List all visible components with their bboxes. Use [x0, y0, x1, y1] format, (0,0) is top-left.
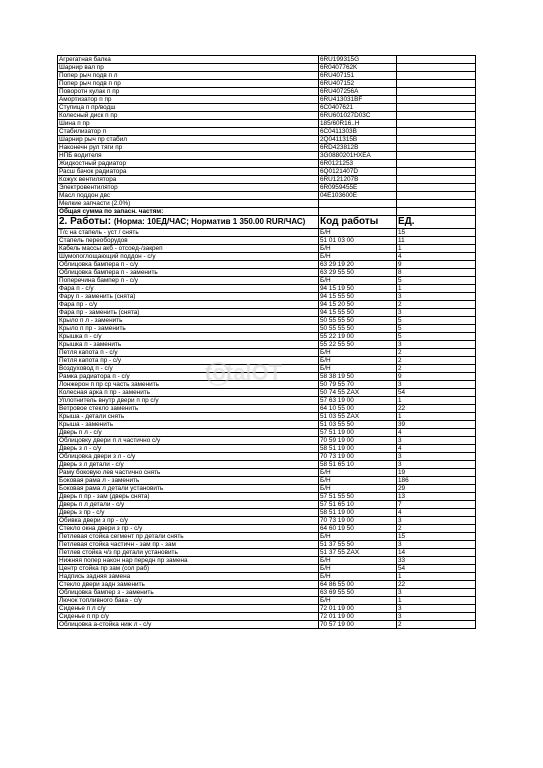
cell-qty: 3: [397, 517, 476, 525]
cell-code: Б/Н: [319, 253, 397, 261]
cell-code: Б/Н: [319, 245, 397, 253]
work-row: [58, 261, 476, 269]
cell-name: Стекло двери задн заменить: [58, 581, 319, 589]
cell-name: Шарнир рыч пр стабил: [58, 136, 319, 144]
cell-qty: [397, 200, 476, 208]
works-qty-column-header: ЕД.: [397, 216, 476, 229]
cell-qty: 19: [397, 469, 476, 477]
cell-qty: 54: [397, 565, 476, 573]
cell-name: Боковая рама л - заменить: [58, 477, 319, 485]
cell-code: 6R0407762K: [319, 64, 397, 72]
cell-code: 6RU407151: [319, 72, 397, 80]
watermark-text: totalOT: [205, 360, 282, 385]
cell-code: 51 03 55 50: [319, 421, 397, 429]
cell-qty: [397, 104, 476, 112]
part-row: [58, 192, 476, 200]
parts-total-section: [58, 208, 476, 216]
part-row: [58, 72, 476, 80]
cell-name: НПБ водителя: [58, 152, 319, 160]
work-row: [58, 245, 476, 253]
cell-code: 6RU413031BF: [319, 96, 397, 104]
cell-name: Шумопоглощающий поддон - с/у: [58, 253, 319, 261]
cell-qty: 14: [397, 549, 476, 557]
cell-code: 57 51 65 10: [319, 501, 397, 509]
cell-qty: 5: [397, 333, 476, 341]
cell-code: 6RU601027D03C: [319, 112, 397, 120]
cell-name: Стапель переоборудов: [58, 237, 319, 245]
works-header-title: [58, 216, 319, 229]
cell-name: Крыло п л - заменить: [58, 317, 319, 325]
work-row: [58, 541, 476, 549]
cell-qty: 1: [397, 245, 476, 253]
cell-name: Облицовка бампера п - заменить: [58, 269, 319, 277]
work-row: [58, 437, 476, 445]
cell-name: Петлевая стойка сегмент пр детали снять: [58, 533, 319, 541]
work-row: [58, 509, 476, 517]
work-row: [58, 493, 476, 501]
cell-name: Крышка п - с/у: [58, 333, 319, 341]
cell-code: 51 01 03 00: [319, 237, 397, 245]
cell-name: Фара пр - с/у: [58, 301, 319, 309]
cell-name: Петля капота п - с/у: [58, 349, 319, 357]
cell-qty: [397, 88, 476, 96]
part-row: [58, 80, 476, 88]
work-row: [58, 469, 476, 477]
cell-qty: 4: [397, 429, 476, 437]
cell-name: Расш бачок радиатора: [58, 168, 319, 176]
cell-name: Надпись задняя замена: [58, 573, 319, 581]
cell-code: 6RD423812B: [319, 144, 397, 152]
cell-qty: 186: [397, 477, 476, 485]
part-row: [58, 88, 476, 96]
cell-code: 72 01 19 00: [319, 613, 397, 621]
work-row: [58, 405, 476, 413]
cell-code: 55 22 55 50: [319, 341, 397, 349]
cell-qty: 3: [397, 605, 476, 613]
cell-qty: [397, 64, 476, 72]
work-row: [58, 461, 476, 469]
cell-name: Стабилизатор п: [58, 128, 319, 136]
cell-qty: [397, 96, 476, 104]
cell-name: Дверь п л - с/у: [58, 429, 319, 437]
cell-code: Б/Н: [319, 485, 397, 493]
part-row: [58, 96, 476, 104]
cell-qty: 15: [397, 229, 476, 237]
cell-qty: 15: [397, 533, 476, 541]
part-row: [58, 176, 476, 184]
cell-name: Шина п пр: [58, 120, 319, 128]
work-row: [58, 397, 476, 405]
cell-qty: [397, 112, 476, 120]
cell-name: Амортизатор п пр: [58, 96, 319, 104]
cell-code: 70 73 19 00: [319, 453, 397, 461]
cell-name: Ветровое стекло заменить: [58, 405, 319, 413]
cell-name: Центр стойка пр зам (сол раб): [58, 565, 319, 573]
cell-code: [319, 200, 397, 208]
cell-code: 6R0121253: [319, 160, 397, 168]
cell-code: 6C0411303B: [319, 128, 397, 136]
cell-qty: 29: [397, 485, 476, 493]
cell-qty: [397, 160, 476, 168]
cell-qty: 4: [397, 509, 476, 517]
part-row: [58, 184, 476, 192]
work-row: [58, 285, 476, 293]
parts-total-label: Общая сумма по запасн. частям:: [58, 208, 319, 216]
cell-code: 6R0959455E: [319, 184, 397, 192]
cell-qty: 33: [397, 557, 476, 565]
cell-name: Кабель массы акб - отсоед-/закреп: [58, 245, 319, 253]
cell-name: Боковая рама л детали установить: [58, 485, 319, 493]
cell-code: 72 01 19 00: [319, 605, 397, 613]
cell-qty: 3: [397, 453, 476, 461]
cell-name: Крыша - заменить: [58, 421, 319, 429]
cell-qty: 1: [397, 413, 476, 421]
work-row: [58, 453, 476, 461]
cell-code: 6RU121207B: [319, 176, 397, 184]
part-row: [58, 128, 476, 136]
work-row: [58, 589, 476, 597]
cell-code: 50 74 55 ZAX: [319, 389, 397, 397]
work-row: [58, 341, 476, 349]
cell-code: Б/Н: [319, 597, 397, 605]
work-row: [58, 429, 476, 437]
cell-qty: 1: [397, 597, 476, 605]
cell-code: 51 37 55 ZAX: [319, 549, 397, 557]
cell-code: 51 37 55 50: [319, 541, 397, 549]
cell-name: Раму боковую лев частично снять: [58, 469, 319, 477]
cell-code: 94 15 55 50: [319, 309, 397, 317]
work-row: [58, 597, 476, 605]
work-row: [58, 605, 476, 613]
cell-qty: [397, 136, 476, 144]
work-row: [58, 621, 476, 629]
cell-code: Б/Н: [319, 573, 397, 581]
cell-name: Поворотн кулак п пр: [58, 88, 319, 96]
estimate-document: [57, 55, 475, 629]
cell-code: 58 51 19 00: [319, 509, 397, 517]
work-row: [58, 389, 476, 397]
cell-qty: 2: [397, 525, 476, 533]
works-code-column-header: Код работы: [319, 216, 397, 229]
cell-name: Масл поддон двс: [58, 192, 319, 200]
cell-qty: 8: [397, 269, 476, 277]
parts-section: [58, 56, 476, 208]
cell-code: 63 29 19 20: [319, 261, 397, 269]
cell-code: 64 10 55 00: [319, 405, 397, 413]
cell-qty: 1: [397, 397, 476, 405]
cell-qty: [397, 72, 476, 80]
cell-name: Дверь п пр - зам (дверь снята): [58, 493, 319, 501]
cell-code: Б/Н: [319, 477, 397, 485]
work-row: [58, 229, 476, 237]
cell-code: 51 03 55 ZAX: [319, 413, 397, 421]
cell-code: 04E103600E: [319, 192, 397, 200]
cell-name: Колесный диск п пр: [58, 112, 319, 120]
cell-name: Фара п - с/у: [58, 285, 319, 293]
cell-code: 63 29 55 50: [319, 269, 397, 277]
cell-code: 94 15 20 50: [319, 301, 397, 309]
cell-name: Крышка п - заменить: [58, 341, 319, 349]
cell-name: Облицовка двери з л - с/у: [58, 453, 319, 461]
cell-name: Уплотнитель внутр двери п пр с/у: [58, 397, 319, 405]
cell-name: Петля капота пр - с/у: [58, 357, 319, 365]
cell-code: 50 55 55 50: [319, 317, 397, 325]
cell-qty: 2: [397, 349, 476, 357]
cell-code: 6Q0121407D: [319, 168, 397, 176]
works-norm: (Норма: 10ЕД/ЧАС; Норматив 1 350.00 RUR/ЧАС): [113, 217, 306, 226]
cell-code: Б/Н: [319, 349, 397, 357]
cell-name: Агрегатная балка: [58, 56, 319, 64]
work-row: [58, 573, 476, 581]
cell-code: 6RU407152: [319, 80, 397, 88]
work-row: [58, 477, 476, 485]
cell-name: Дверь з л детали - с/у: [58, 461, 319, 469]
cell-name: Петлевая стойка частичн - зам пр - зам: [58, 541, 319, 549]
cell-qty: 2: [397, 621, 476, 629]
cell-name: Мелкие запчасти (2.0%): [58, 200, 319, 208]
cell-qty: 3: [397, 293, 476, 301]
work-row: [58, 525, 476, 533]
cell-code: 70 57 19 00: [319, 621, 397, 629]
part-row: [58, 56, 476, 64]
cell-name: Лючок топливного бака - с/у: [58, 597, 319, 605]
cell-code: 57 51 55 50: [319, 493, 397, 501]
cell-qty: 54: [397, 389, 476, 397]
cell-code: 94 15 19 50: [319, 285, 397, 293]
cell-code: 63 69 55 50: [319, 589, 397, 597]
cell-qty: 3: [397, 309, 476, 317]
cell-qty: 3: [397, 541, 476, 549]
cell-code: Б/Н: [319, 557, 397, 565]
cell-qty: [397, 176, 476, 184]
cell-qty: 4: [397, 253, 476, 261]
cell-name: Дверь з пр - с/у: [58, 509, 319, 517]
cell-name: Лонжерон п пр ср часть заменить: [58, 381, 319, 389]
cell-qty: [397, 80, 476, 88]
cell-name: Кожух вентилятора: [58, 176, 319, 184]
cell-qty: 3: [397, 341, 476, 349]
cell-qty: 9: [397, 373, 476, 381]
cell-name: Шарнир вал пр: [58, 64, 319, 72]
works-header-row: [58, 216, 476, 229]
cell-name: Облицовка бампер з - заменить: [58, 589, 319, 597]
work-row: [58, 269, 476, 277]
part-row: [58, 168, 476, 176]
cell-qty: 1: [397, 285, 476, 293]
cell-code: 57 51 19 00: [319, 429, 397, 437]
cell-name: Дверь з л - с/у: [58, 445, 319, 453]
estimate-table: [57, 55, 476, 629]
work-row: [58, 517, 476, 525]
cell-qty: 2: [397, 301, 476, 309]
cell-qty: 1: [397, 573, 476, 581]
work-row: [58, 309, 476, 317]
cell-name: Наконечн рул тяги пр: [58, 144, 319, 152]
work-row: [58, 253, 476, 261]
cell-name: Поперечина бампер п - с/у: [58, 277, 319, 285]
cell-name: Фара пр - заменить (снята): [58, 309, 319, 317]
cell-name: Рамка радиатора п - с/у: [58, 373, 319, 381]
cell-qty: [397, 128, 476, 136]
work-row: [58, 277, 476, 285]
work-row: [58, 421, 476, 429]
cell-code: 70 59 19 00: [319, 437, 397, 445]
part-row: [58, 160, 476, 168]
cell-qty: 3: [397, 437, 476, 445]
cell-name: Фару п - заменить (снята): [58, 293, 319, 301]
work-row: [58, 333, 476, 341]
cell-code: 55 22 19 00: [319, 333, 397, 341]
cell-code: 64 60 19 50: [319, 525, 397, 533]
work-row: [58, 565, 476, 573]
cell-code: 58 51 65 10: [319, 461, 397, 469]
cell-qty: 3: [397, 589, 476, 597]
cell-qty: 9: [397, 261, 476, 269]
work-row: [58, 557, 476, 565]
cell-qty: 2: [397, 365, 476, 373]
cell-name: Нижняя попер након нар передн пр замена: [58, 557, 319, 565]
cell-qty: 3: [397, 381, 476, 389]
cell-name: Стекло окна двери з пр - с/у: [58, 525, 319, 533]
cell-code: 2Q0411315B: [319, 136, 397, 144]
cell-code: Б/Н: [319, 277, 397, 285]
cell-qty: 7: [397, 501, 476, 509]
work-row: [58, 237, 476, 245]
work-row: [58, 581, 476, 589]
parts-total-code: [319, 208, 397, 216]
work-row: [58, 301, 476, 309]
work-row: [58, 501, 476, 509]
cell-code: Б/Н: [319, 365, 397, 373]
cell-name: Попер рыч подв п пр: [58, 80, 319, 88]
cell-qty: [397, 168, 476, 176]
cell-code: Б/Н: [319, 533, 397, 541]
cell-qty: [397, 192, 476, 200]
part-row: [58, 144, 476, 152]
part-row: [58, 136, 476, 144]
work-row: [58, 293, 476, 301]
cell-name: Колесная арка п пр - заменить: [58, 389, 319, 397]
cell-name: Облицовка бампера п - с/у: [58, 261, 319, 269]
work-row: [58, 349, 476, 357]
works-header-section: [58, 216, 476, 229]
cell-name: Обивка двери з пр - с/у: [58, 517, 319, 525]
cell-name: Электровентилятор: [58, 184, 319, 192]
cell-code: 94 15 55 50: [319, 293, 397, 301]
cell-code: Б/Н: [319, 357, 397, 365]
cell-code: 58 38 19 50: [319, 373, 397, 381]
cell-qty: 39: [397, 421, 476, 429]
cell-name: Сиденье п л с/у: [58, 605, 319, 613]
cell-code: 50 79 55 70: [319, 381, 397, 389]
work-row: [58, 325, 476, 333]
cell-name: Попер рыч подв п л: [58, 72, 319, 80]
part-row: [58, 112, 476, 120]
cell-code: 6RU407256A: [319, 88, 397, 96]
cell-qty: 4: [397, 445, 476, 453]
cell-qty: [397, 184, 476, 192]
parts-total-qty: [397, 208, 476, 216]
cell-name: Жидкостный радиатор: [58, 160, 319, 168]
work-row: [58, 549, 476, 557]
cell-code: 50 55 55 50: [319, 325, 397, 333]
work-row: [58, 317, 476, 325]
cell-code: 6RU199315G: [319, 56, 397, 64]
cell-qty: [397, 120, 476, 128]
cell-code: 70 73 19 00: [319, 517, 397, 525]
cell-qty: 5: [397, 325, 476, 333]
cell-name: Облицовку двери п л частично с/у: [58, 437, 319, 445]
cell-qty: [397, 144, 476, 152]
part-row: [58, 120, 476, 128]
part-row: [58, 64, 476, 72]
cell-name: Крыша - детали снять: [58, 413, 319, 421]
cell-qty: 13: [397, 493, 476, 501]
works-title: 2. Работы:: [59, 216, 112, 227]
cell-code: 64 86 55 00: [319, 581, 397, 589]
cell-code: Б/Н: [319, 469, 397, 477]
cell-name: Т/с на стапель - уст / снять: [58, 229, 319, 237]
cell-name: Облицовка а-стойка ниж л - с/у: [58, 621, 319, 629]
cell-name: Крыло п пр - заменить: [58, 325, 319, 333]
parts-total-row: [58, 208, 476, 216]
cell-code: 185/60R16..H: [319, 120, 397, 128]
works-section: [58, 229, 476, 629]
cell-name: Сиденье п пр с/у: [58, 613, 319, 621]
cell-qty: 22: [397, 405, 476, 413]
cell-qty: 5: [397, 277, 476, 285]
cell-name: Петлев стойка ч/з пр детали установить: [58, 549, 319, 557]
work-row: [58, 413, 476, 421]
cell-qty: [397, 152, 476, 160]
cell-code: Б/Н: [319, 565, 397, 573]
part-row: [58, 104, 476, 112]
cell-qty: [397, 56, 476, 64]
cell-name: Дверь п л детали - с/у: [58, 501, 319, 509]
cell-code: 6C0407621: [319, 104, 397, 112]
cell-code: 57 63 19 00: [319, 397, 397, 405]
part-row: [58, 200, 476, 208]
work-row: [58, 485, 476, 493]
cell-qty: 22: [397, 581, 476, 589]
cell-name: Воздуховод п - с/у: [58, 365, 319, 373]
work-row: [58, 445, 476, 453]
cell-qty: 3: [397, 613, 476, 621]
work-row: [58, 613, 476, 621]
cell-code: 58 51 19 00: [319, 445, 397, 453]
cell-code: Б/Н: [319, 229, 397, 237]
cell-qty: 5: [397, 317, 476, 325]
cell-qty: 11: [397, 237, 476, 245]
cell-qty: 2: [397, 357, 476, 365]
cell-code: 3G0880201HXEA: [319, 152, 397, 160]
cell-name: Ступица п пр/водш: [58, 104, 319, 112]
part-row: [58, 152, 476, 160]
work-row: [58, 533, 476, 541]
cell-qty: 3: [397, 461, 476, 469]
